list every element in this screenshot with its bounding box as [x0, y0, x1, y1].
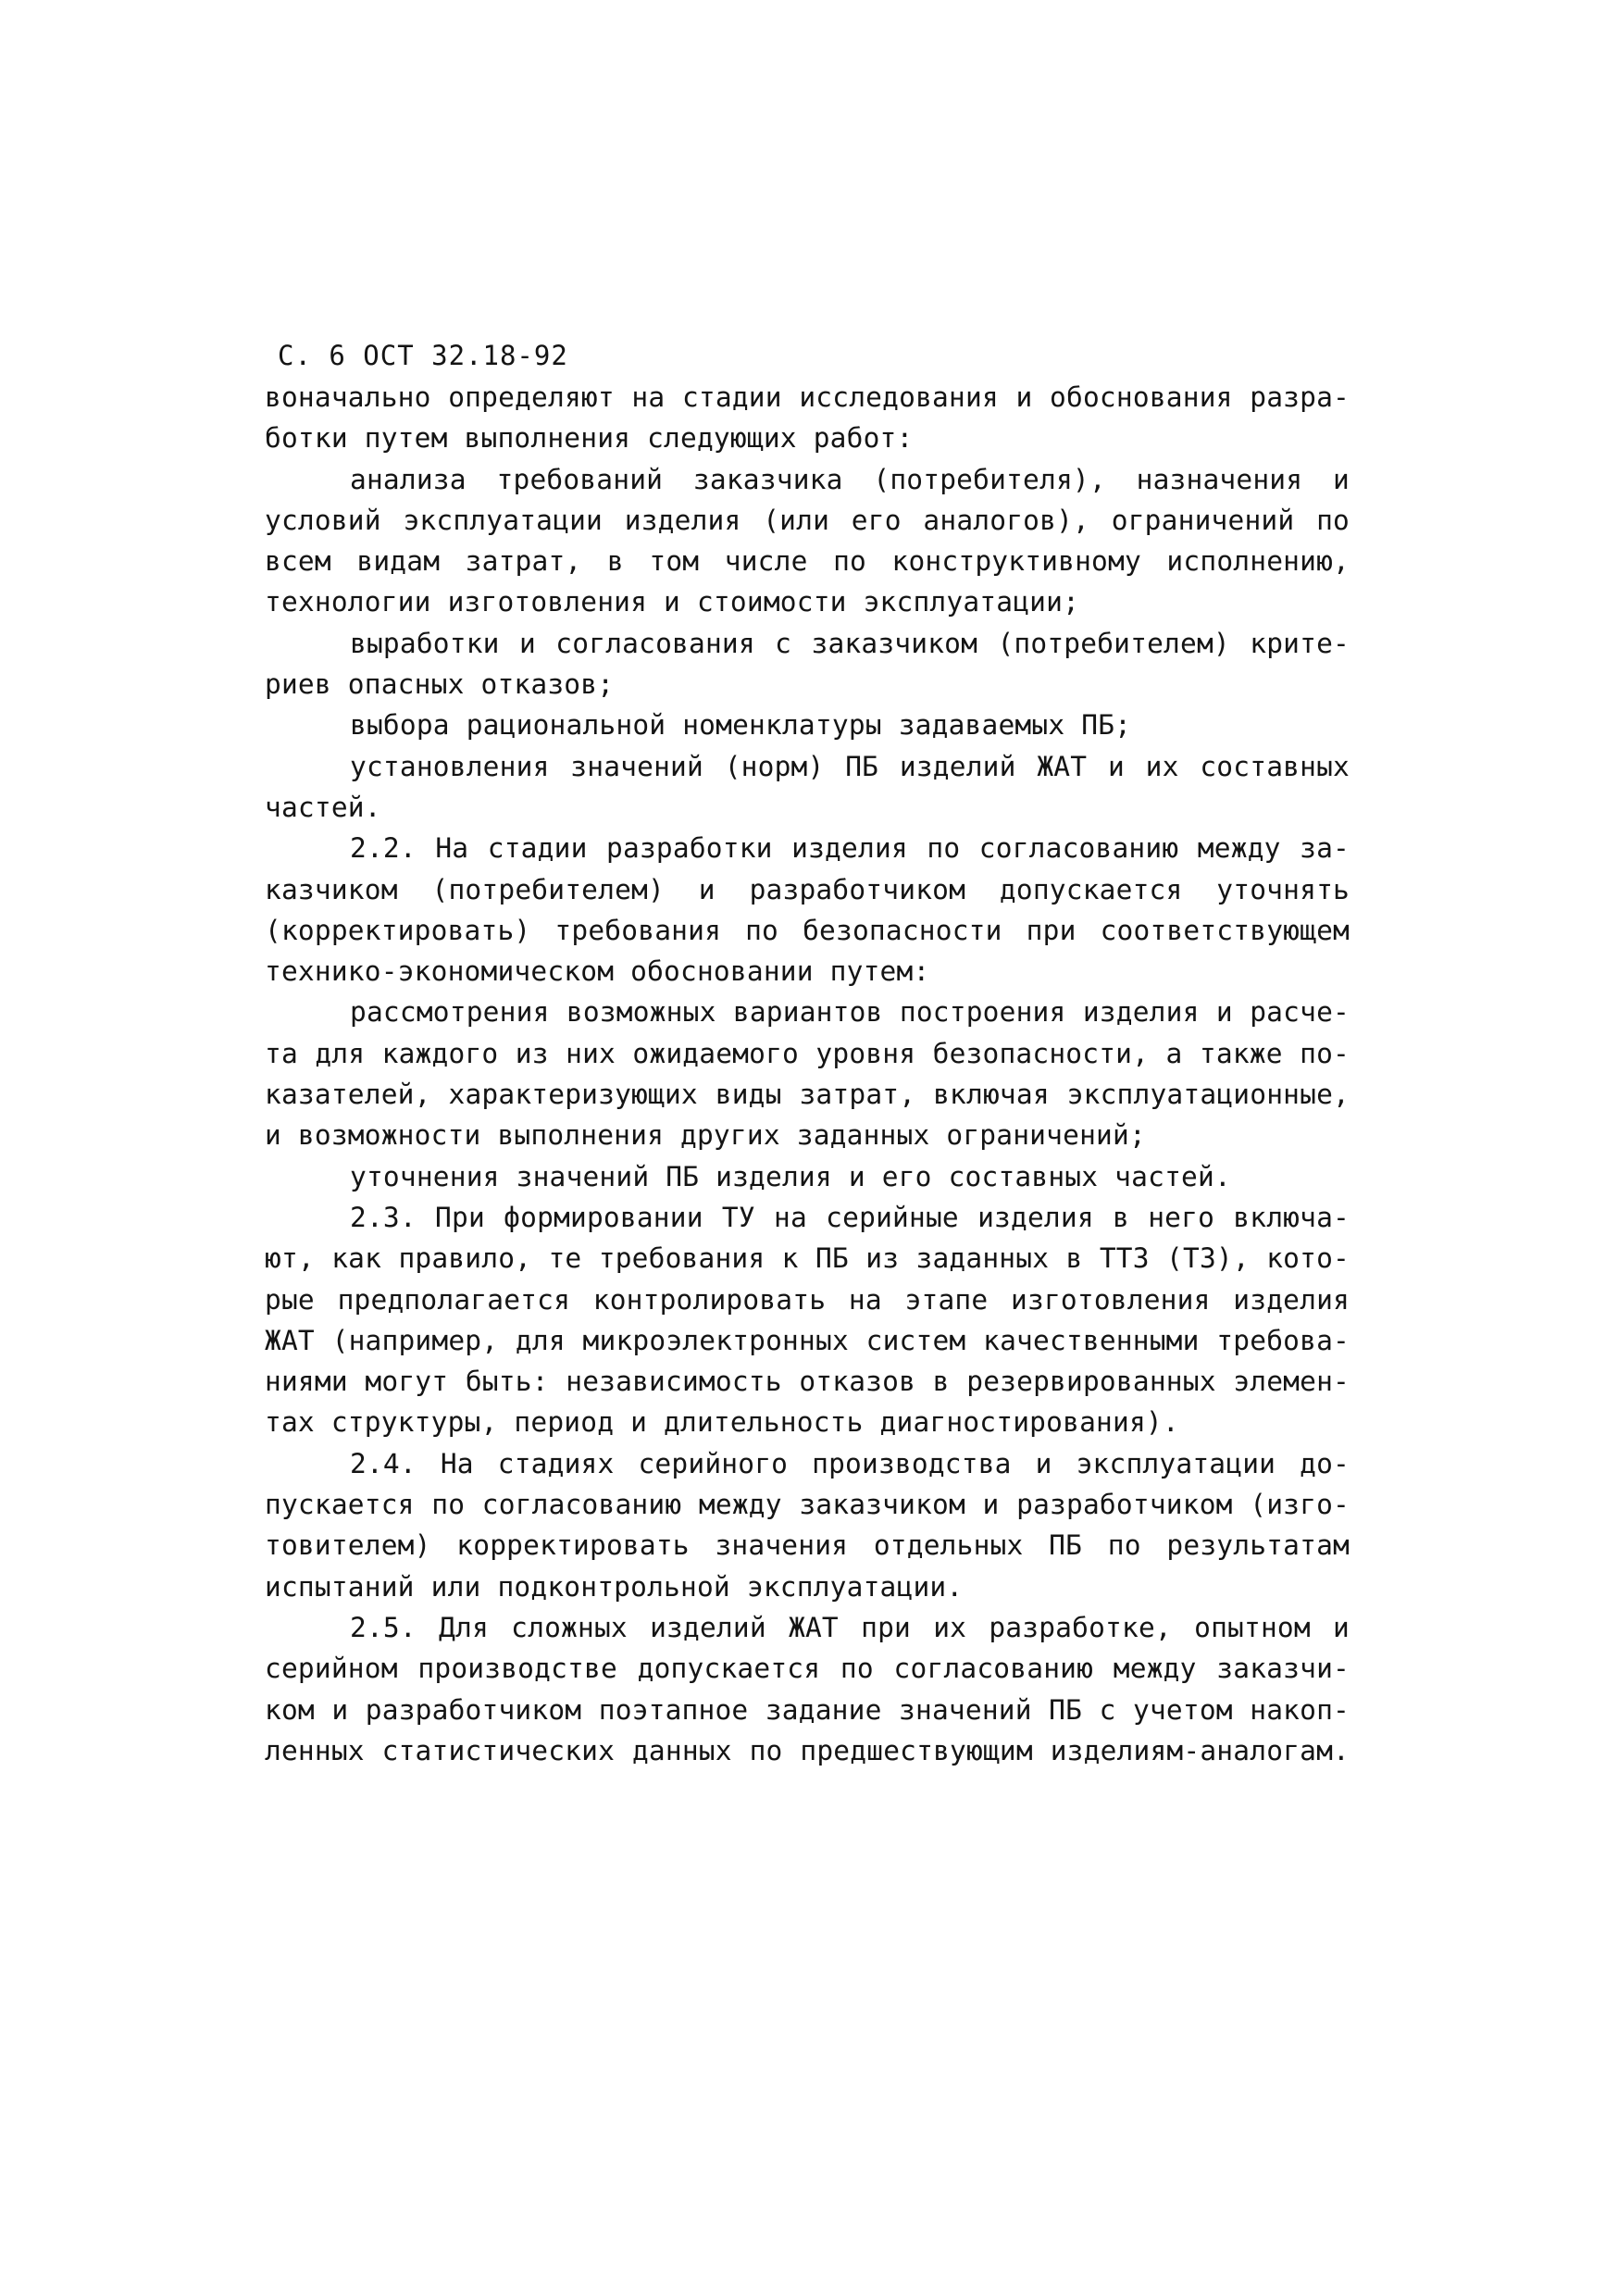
text-line: 2.3. При формировании ТУ на серийные изделия в него включа- [350, 1201, 1350, 1233]
text-line: ниями могут быть: независимость отказов в резервированных элемен- [265, 1366, 1350, 1398]
text-line: анализа требований заказчика (потребителя), назначения и [350, 463, 1350, 495]
body-text [265, 377, 1350, 1771]
text-line: воначально определяют на стадии исследования и обоснования разра- [265, 381, 1350, 413]
text-line: всем видам затрат, в том числе по конструктивному исполнению, [265, 545, 1350, 578]
text-line: риев опасных отказов; [265, 668, 615, 701]
text-line: 2.2. На стадии разработки изделия по согласованию между за- [350, 832, 1350, 865]
text-line: (корректировать) требования по безопасности при соответствующем [265, 914, 1350, 946]
text-line: та для каждого из них ожидаемого уровня безопасности, а также по- [265, 1037, 1350, 1069]
text-line: ленных статистических данных по предшествующим изделиям-аналогам. [265, 1734, 1350, 1766]
text-line: казчиком (потребителем) и разработчиком допускается уточнять [265, 873, 1350, 905]
text-line: серийном производстве допускается по согласованию между заказчи- [265, 1653, 1350, 1685]
text-line: выработки и согласования с заказчиком (потребителем) крите- [350, 627, 1350, 659]
text-line: технико-экономическом обосновании путем: [265, 955, 930, 988]
text-line: условий эксплуатации изделия (или его аналогов), ограничений по [265, 504, 1350, 536]
text-line: ЖАТ (например, для микроэлектронных систем качественными требова- [265, 1324, 1350, 1356]
page-header: С. 6 ОСТ 32.18-92 [278, 340, 568, 371]
text-line: 2.4. На стадиях серийного производства и эксплуатации до- [350, 1447, 1350, 1479]
text-line: товителем) корректировать значения отдельных ПБ по результатам [265, 1529, 1350, 1562]
text-line: ботки путем выполнения следующих работ: [265, 422, 914, 455]
text-line: испытаний или подконтрольной эксплуатации. [265, 1570, 964, 1603]
text-line: пускается по согласованию между заказчиком и разработчиком (изго- [265, 1489, 1350, 1521]
text-line: выбора рациональной номенклатуры задаваемых ПБ; [350, 709, 1132, 742]
text-line: рассмотрения возможных вариантов построения изделия и расче- [350, 996, 1350, 1029]
text-line: тах структуры, период и длительность диагностирования). [265, 1406, 1179, 1439]
text-line: и возможности выполнения других заданных ограничений; [265, 1119, 1146, 1152]
text-line: рые предполагается контролировать на этапе изготовления изделия [265, 1283, 1350, 1316]
text-line: 2.5. Для сложных изделий ЖАТ при их разработке, опытном и [350, 1611, 1350, 1643]
text-line: казателей, характеризующих виды затрат, включая эксплуатационные, [265, 1079, 1350, 1111]
text-line: уточнения значений ПБ изделия и его составных частей. [350, 1160, 1231, 1192]
page-content [265, 335, 1350, 1771]
text-line: технологии изготовления и стоимости эксплуатации; [265, 586, 1080, 618]
text-line: ют, как правило, те требования к ПБ из заданных в ТТЗ (ТЗ), кото- [265, 1242, 1350, 1275]
text-line: установления значений (норм) ПБ изделий ЖАТ и их составных [350, 750, 1350, 782]
text-line: ком и разработчиком поэтапное задание значений ПБ с учетом накоп- [265, 1693, 1350, 1726]
text-line: частей. [265, 791, 381, 823]
